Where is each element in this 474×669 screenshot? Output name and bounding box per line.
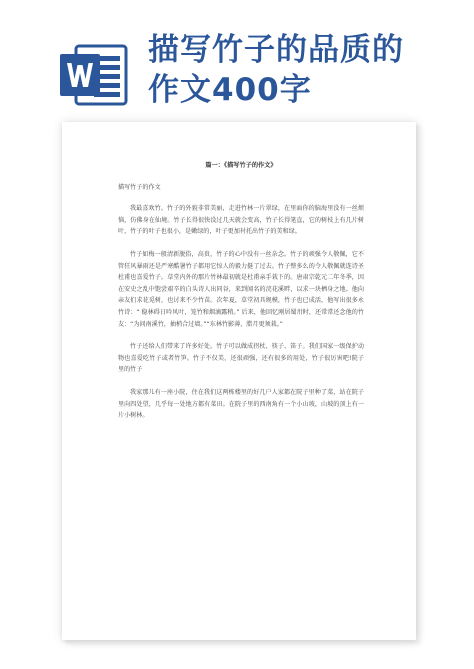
document-body (118, 160, 364, 433)
paragraph: 竹子如梅一般清新脱俗，高贵，竹子的心中没有一丝杂念。竹子的顽强令人敬佩，它不管狂风暴雨还是严寒酷暑竹子都用它惊人的毅力挺了过去。竹子整多么的令人敬佩就连诗圣杜甫也喜爱竹子。草堂内外的那片竹林最初就是杜甫亲手栽下的。唐肃宗乾元二年冬季，因在安史之乱中饱尝艰辛的白头诗人出同谷，来到闻名的浣花溪畔，以求一块栖身之地。他向亲友们求花觅树，也讨来不少竹苗。次年夏，草堂初具规模，竹子也已成活，他写出很多永竹诗：“ 稳林碍日吟风叶，笼竹和烟滴露稍。” 后来，他回忆刚居蜀卅时，还常常还念他的竹友：“为问南溪竹，抽梢合过墙。”“东林竹影薄，腊月更须栽。” (118, 250, 364, 328)
document-page (62, 122, 416, 640)
document-heading: 篇一：《描写竹子的作文》 (205, 162, 277, 169)
title-line-2: 作文400字 (148, 72, 312, 108)
paragraph: 我最喜欢竹。竹子的外貌非常美丽，走进竹林一片翠绿，在里面你的脑海里没有一丝烦恼，仿佛身在仙境。竹子长得很快没过几天就会变高，竹子长得笔直，它的树枝上有几片树叶，竹子的叶子也很小，是嫩绿的，叶子更加衬托出竹子的美和绿。 (118, 205, 364, 236)
title-line-1: 描写竹子的品质的 (148, 32, 404, 68)
page-title (148, 30, 466, 110)
word-document-icon (58, 42, 128, 108)
paragraph: 竹子还给人们带来了许多好处。竹子可以做成拐杖、筷子、笛子。我们国家一级保护动物也喜爱吃竹子或者竹笋。竹子不仅美，还很顽强，还有很多的用处，竹子很厉害吧!院子里的竹子 (118, 343, 364, 374)
paragraph: 我家那儿有一座小院，住在我们这两栋楼里的好几户人家都在院子里种了菜，站在院子里向四处望，几乎每一处地方都有菜田。在院子里的西南角有一个小山坡，山坡的顶上有一片小树林。 (118, 388, 364, 420)
document-subtitle: 描写竹子的作文 (118, 183, 161, 191)
